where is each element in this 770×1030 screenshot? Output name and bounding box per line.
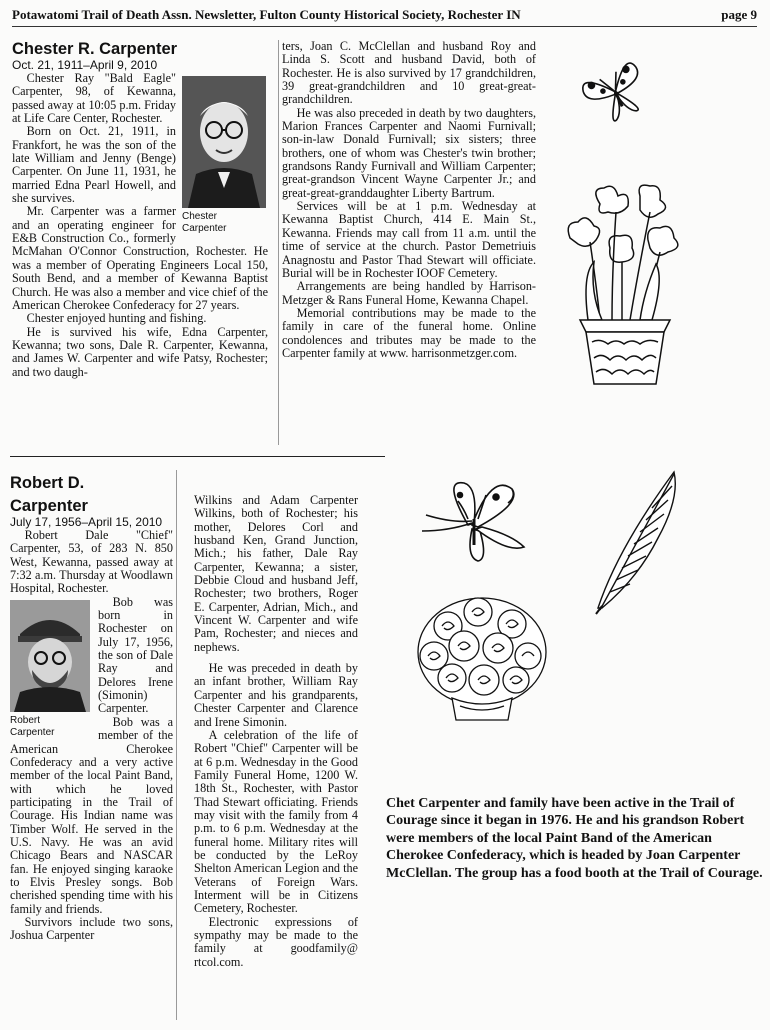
rose-bouquet-icon — [412, 590, 552, 725]
column-rule — [278, 40, 279, 445]
obit-paragraph: He is survived his wife, Edna Carpenter, Kewanna; two sons, Dale R. Carpenter, Kewanna, and James W. Carpenter and wife Patsy, Rochester; and two daugh- — [12, 324, 268, 379]
obit-chester-col1 — [12, 40, 268, 379]
photo-caption-note: Chet Carpenter and family have been active in the Trail of Courage since it began in 1976. He and his grandson Robert were members of the local Paint Band of the American Cherokee Confederacy, which is headed by Joan Carpenter McClellan. The group has a food booth at the Trail of Courage. — [386, 796, 763, 881]
obit-paragraph: ters, Joan C. McClellan and husband Roy and Linda S. Scott and husband David, both of Rochester. He is also survived by 17 grandchildren, 39 great-grandchildren and 10 great-great-grandchildren. — [282, 39, 536, 107]
butterfly-icon — [580, 56, 650, 126]
obit-paragraph: Memorial contributions may be made to the family in care of the funeral home. Online condolences and tributes may be made to the Carpenter family at www. harrisonmetzger.com. — [282, 305, 536, 360]
obit-paragraph: He was also preceded in death by two daughters, Marion Frances Carpenter and Naomi Furnivall; son-in-law Donald Furnivall; six sisters; three brothers, one of whom was Chester's twin brother; grandsons Randy Furnivall and William Carpenter; great-grandson Vincent Wayne Carpenter Jr.; and great-great-granddaughter Liberty Bartrum. — [282, 105, 536, 200]
butterfly-icon — [412, 475, 532, 570]
header-title: Potawatomi Trail of Death Assn. Newsletter, Fulton County Historical Society, Rochester IN — [12, 7, 521, 22]
obit-paragraph: A celebration of the life of Robert "Chief" Carpenter will be at 6 p.m. Wednesday in the Good Family Funeral Home, 1200 W. 18th St., Rochester, with Pastor Thad Stewart officiating. Friends may visit with the family from 4 p.m. to 6 p.m. Wednesday at the funeral home. Military rites will be conducted by the LeRoy Shelton American Legion and the Veterans of Foreign Wars. Interment will be in Citizens Cemetery, Rochester. — [194, 727, 358, 916]
column-rule — [176, 470, 177, 1020]
obituary-divider — [10, 456, 385, 457]
obit-chester-col2 — [282, 40, 536, 360]
obit-paragraph: Arrangements are being handled by Harrison-Metzger & Rans Funeral Home, Kewanna Chapel. — [282, 279, 536, 307]
obit-paragraph: Survivors include two sons, Joshua Carpenter — [10, 914, 173, 943]
obit-robert-col1 — [10, 474, 173, 943]
robert-photo — [10, 600, 92, 739]
photo-caption: Chester — [182, 211, 218, 223]
feather-icon — [588, 468, 688, 618]
obit-paragraph: He was preceded in death by an infant brother, William Ray Carpenter and his grandparents, Chester Carpenter and Clarence and Irene Simonin. — [194, 661, 358, 729]
photo-caption: Robert — [10, 715, 41, 727]
photo-caption: Carpenter — [182, 223, 227, 235]
obit-paragraph: Services will be at 1 p.m. Wednesday at Kewanna Baptist Church, 414 E. Main St., Kewanna. Friends may call from 11 a.m. until the time of service at the church. Pastor Demetriuis Anagnostu and Pastor Thad Stewart will officiate. Burial will be in Rochester IOOF Cemetery. — [282, 199, 536, 280]
obit-paragraph: Wilkins and Adam Carpenter Wilkins, both of Rochester; his mother, Delores Corl and husband Ken, Grand Junction, Mich.; his father, Dale Ray Carpenter, Kewanna; a sister, Debbie Cloud and husband Jeff, Rochester; two brothers, Roger E. Carpenter, Adrian, Mich., and Vincent W. Carpenter and wife Pam, Rochester; and nieces and nephews. — [194, 493, 358, 654]
obit-paragraph: Electronic expressions of sympathy may be made to the family at goodfamily@ rtcol.com. — [194, 914, 358, 969]
obit-name: Carpenter — [10, 497, 88, 515]
obit-name: Robert D. — [10, 474, 85, 492]
portrait-icon — [10, 600, 90, 712]
newsletter-header — [12, 4, 757, 27]
obit-paragraph: Mr. Carpenter was a farmer and an operating engineer for E&B Construction Co., formerly McMahan O'Connor Construction, Rochester. He was a member of Operating Engineers Local 150, South Bend, and a member of Kewanna Baptist Church. He was also a member and vice chief of the American Cherokee Confederacy for 27 years. — [12, 204, 268, 312]
portrait-icon — [182, 76, 266, 208]
chester-photo — [182, 76, 268, 235]
obit-robert-col2 — [194, 494, 358, 969]
obit-paragraph: Bob was a member of the American Cherokee Confederacy and a very active member of the local Paint Band, with which he loved participating in the Trail of Courage. His Indian name was Timber Wolf. He served in the U.S. Navy. He was an avid Chicago Bears and NASCAR fan. He enjoyed singing karaoke to Elvis Presley songs. Bob cherished spending time with his family and friends. — [10, 714, 173, 916]
obit-paragraph: Robert Dale "Chief" Carpenter, 53, of 283 N. 850 West, Kewanna, passed away at 7:32 a.m. Thursday at Woodlawn Hospital, Rochester. — [10, 528, 173, 596]
flower-pot-icon — [560, 182, 690, 392]
obit-dates: Oct. 21, 1911–April 9, 2010 — [12, 58, 158, 72]
obit-paragraph: Chester Ray "Bald Eagle" Carpenter, 98, of Kewanna, passed away at 10:05 p.m. Friday at Life Care Center, Rochester. — [12, 71, 176, 126]
obit-name: Chester R. Carpenter — [12, 40, 178, 58]
obit-paragraph: Chester enjoyed hunting and fishing. — [26, 311, 207, 326]
obit-dates: July 17, 1956–April 15, 2010 — [10, 515, 163, 529]
photo-caption: Carpenter — [10, 727, 55, 739]
page-number: page 9 — [721, 7, 757, 22]
obit-paragraph: Born on Oct. 21, 1911, in Frankfort, he was the son of the late William and Jenny (Benge) Carpenter. On June 11, 1931, he married Edna Pearl Howell, and she survives. — [12, 124, 176, 206]
obit-paragraph: Bob was born in Rochester on July 17, 1956, the son of Dale Ray and Delores Irene (Simonin) Carpenter. — [98, 594, 173, 716]
